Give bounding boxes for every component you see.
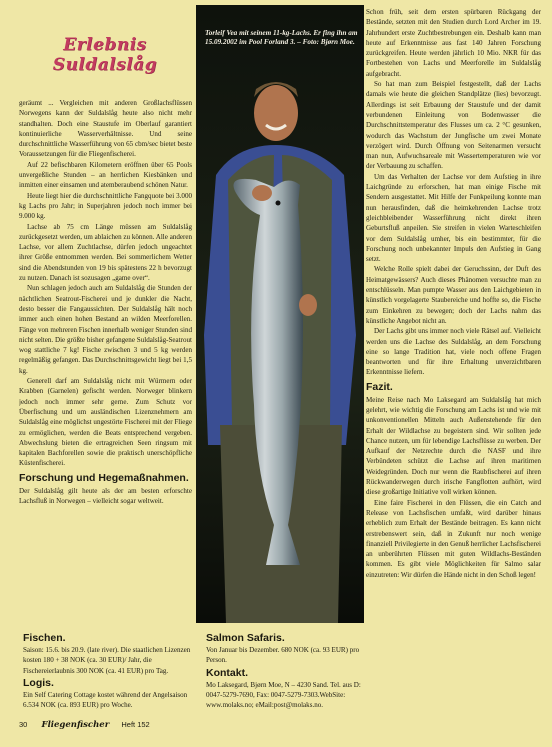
photo-caption: Torleif Vea mit seinem 11-kg-Lachs. Er fing ihn am 15.09.2002 im Pool Forland 3. – Foto: Bjørn Moe. bbox=[205, 29, 358, 46]
page-number: 30 bbox=[19, 720, 28, 729]
paragraph: geräumt ... Vergleichen mit anderen Großlachsflüssen Norwegens kann der Suldalslåg heute also nicht mehr standhalten. Doch eine Staustufe im Oberlauf garantiert kontinuierliche Wasserverhältnisse. Und seine durchschnittliche Wasserführung von 65 cbm/sec bietet beste Voraussetzungen für die Fliegenfischerei. bbox=[19, 99, 192, 159]
paragraph: Eine faire Fischerei in den Flüssen, die ein Catch and Release von Lachsfischen umfaßt, wird darüber hinaus erheblich zum Erhalt der Bestände beitragen. Es kann nicht erstrebenswert sein, daß in Zukunft nur noch wenige finanziell Privilegierte in den Genuß herrlicher Lachsfischerei an unberührten Flüssen mit guten Wildlachs-Beständen kommen. Es gibt viele Möglichkeiten für Salmo salar einzutreten: Wir dürfen die Hände nicht in den Schoß legen! bbox=[366, 498, 541, 579]
info-heading: Kontakt. bbox=[206, 666, 248, 679]
paragraph: Der Lachs gibt uns immer noch viele Rätsel auf. Vielleicht werden uns die Lachse des Suldalslåg, an dem Forschung eine so lange Tradition hat, viele noch offene Fragen beantworten und für ihre Erhaltung unverzichtbaren Erkenntnisse liefern. bbox=[366, 327, 541, 377]
title-box bbox=[18, 5, 192, 92]
paragraph: Schon früh, seit dem ersten spürbaren Rückgang der Bestände, setzten mit den Studien durch Lord Archer im 19. Jahrhundert erste Zuchtbestrebungen ein. Deshalb kann man heute auf Erkenntnisse aus fast 140 Jahren Forschung zurückgreifen. Heute werden jährlich 10 Mio. NKR für das Fortbestehen von Lachs und Meerforelle im Suldalslåg aufgebracht. bbox=[366, 8, 541, 78]
info-box bbox=[19, 626, 541, 715]
issue-number: Heft 152 bbox=[121, 720, 150, 729]
magazine-logo: Fliegenfischer bbox=[41, 720, 110, 730]
paragraph: Der Suldalslåg gilt heute als der am besten erforschte Lachsfluß in Norwegen – vielleicht sogar weltweit. bbox=[19, 486, 192, 505]
right-text-column bbox=[366, 7, 541, 621]
article-title: Erlebnis Suldalslåg bbox=[52, 35, 158, 75]
page-footer bbox=[19, 720, 541, 734]
paragraph: Nun schlagen jedoch auch am Suldalslåg die Stunden der nächtlichen Seatrout-Fischerei und je dunkler die Nacht, desto besser die Fangaussichten. Der Suldalslåg hält noch immer auch einen hohen Bestand an wilden Meerforellen. Fänge von mehreren Fischen innerhalb weniger Stunden sind nicht selten. Die größte bisher gefangene Suldalslåg-Seatrout wog stattliche 7 kg! Fische zwischen 3 und 5 kg werden regelmäßig gefangen. Das Durchschnittsgewicht liegt bei 1,5 kg. bbox=[19, 284, 192, 375]
photo bbox=[196, 5, 364, 623]
paragraph: So hat man zum Beispiel festgestellt, daß der Lachs damals wie heute die gleichen Standplätze (lies) bevorzugt. Allerdings ist seit Erbauung der Staustufe und der damit verbundenen Einleitung von Bodenwasser die Durchschnittstemperatur des Flusses um ca. 2 °C gesunken, wodurch das Wachstum der Jungfische um zwei Monate verzögert wird. Durch Öffnung von Seitenarmen versucht man nun, Aufwuchsareale mit Wassertemperaturen wie vor der Verbauung zu schaffen. bbox=[366, 80, 541, 171]
info-text: Ein Self Catering Cottage kostet während der Angelsaison 6.534 NOK (ca. 893 EUR) pro Woche. bbox=[23, 690, 188, 710]
section-heading: Forschung und Hegemaßnahmen. bbox=[19, 471, 189, 484]
info-text: Mo Laksegard, Bjørn Moe, N – 4230 Sand. Tel. aus D: 0047-5279-7690, Fax: 0047-5279-7303.WebSite: www.molaks.no; eMail:post@molaks.no. bbox=[206, 680, 361, 710]
info-heading: Logis. bbox=[23, 676, 54, 689]
info-text: Von Januar bis Dezember. 680 NOK (ca. 93 EUR) pro Person. bbox=[206, 646, 360, 665]
info-heading: Fischen. bbox=[23, 632, 66, 644]
paragraph: Heute liegt hier die durchschnittliche Fangquote bei 3.000 kg Lachs pro Jahr; in Superjahren jedoch noch immer bei 9.000 kg. bbox=[19, 191, 192, 221]
paragraph: Auf 22 befischbaren Kilometern eröffnen über 65 Pools unvergeßliche Stunden – an herrlichen Kiesbänken und inmitten einer einsamen und atemberaubend schönen Natur. bbox=[19, 160, 192, 190]
info-column-1 bbox=[23, 632, 195, 711]
angler-with-salmon-photo bbox=[196, 5, 364, 623]
paragraph: Welche Rolle spielt dabei der Geruchssinn, der Duft des Heimatgewässers? Auch dieses Phänomen versuchte man zu entschlüsseln. Man pumpte Wasser aus den Laichgebieten in künstlich vorgelagerte Staubereiche und hoffte so, die Fische zum Einkehren zu bewegen; doch der Lachs nahm das künstliche Angebot nicht an. bbox=[366, 265, 541, 325]
info-column-2 bbox=[206, 632, 366, 711]
info-text: Saison: 15.6. bis 20.9. (late river). Die staatlichen Lizenzen kosten 180 + 38 NOK (ca. 30 EUR)/ Jahr, die Fischereierlaubnis 300 NOK (ca. 41 EUR) pro Tag. bbox=[23, 646, 191, 675]
left-text-column bbox=[19, 98, 192, 630]
paragraph: Um das Verhalten der Lachse vor dem Aufstieg in ihre Laichgründe zu erforschen, hat man einige Fische mit Sendern ausgestattet. Mit Hilfe der Funkpeilung konnte man nun herausfinden, daß die heimkehrenden Lachse trotz gleichbleibender Wasserführung nicht direkt ihren Geburtsfluß anpeilen. Sie streifen in vielen Warteschleifen vor dem Suldalslåg umher, bis ein bestimmter, für die Forschung noch unbekannter Impuls den Aufstieg in Gang setzt. bbox=[366, 172, 541, 264]
paragraph: Generell darf am Suldalslåg nicht mit Würmern oder Krabben (Garnelen) gefischt werden. Norweger blinkern jedoch noch immer sehr gerne. Zum Schutz vor Überfischung und um ausländischen Lizenznehmern am Suldalslåg eine möglichst ungestörte Fischerei mit der Fliege zu ermöglichen, werden die Beats entsprechend vergeben. Abwechslung bieten die ertragreichen Seen ringsum mit kapitalen Bachforellen sowie die praktisch unerschöpfliche Küstenfischerei. bbox=[19, 377, 192, 468]
paragraph: Lachse ab 75 cm Länge müssen am Suldalslåg zurückgesetzt werden, um ablaichen zu können. Alle anderen Lachse, vor allem Zuchtlachse, dürfen jedoch ungeachtet ihrer Größe entnommen werden. Bei sommerlichem Wetter sind die Abendstunden von 19 bis spätestens 22 h bevorzugt zu nutzen. Danach ist sozusagen „game over“. bbox=[19, 222, 192, 283]
info-heading: Salmon Safaris. bbox=[206, 632, 285, 644]
section-heading: Fazit. bbox=[366, 380, 393, 393]
paragraph: Meine Reise nach Mo Laksegard am Suldalslåg hat mich gelehrt, wie wichtig die Forschung am Lachs ist und wie mit unkonventionellen Mitteln auch Außenstehende für den Erhalt der Wildlachse zu begeistern sind. Wir sollten jede Chance nutzen, um für lebendige Lachsflüsse zu werben. Der Aufkauf der Netzrechte durch die NASF und ihre Verbündeten schützt die Lachse auf ihren maritimen Weidegründen. Doch nur wenn die Raubfischerei auf ihren Rückwanderwegen durch irische Fangflotten aufhört, wird diese großartige Initiative voll wirken können. bbox=[366, 395, 541, 497]
